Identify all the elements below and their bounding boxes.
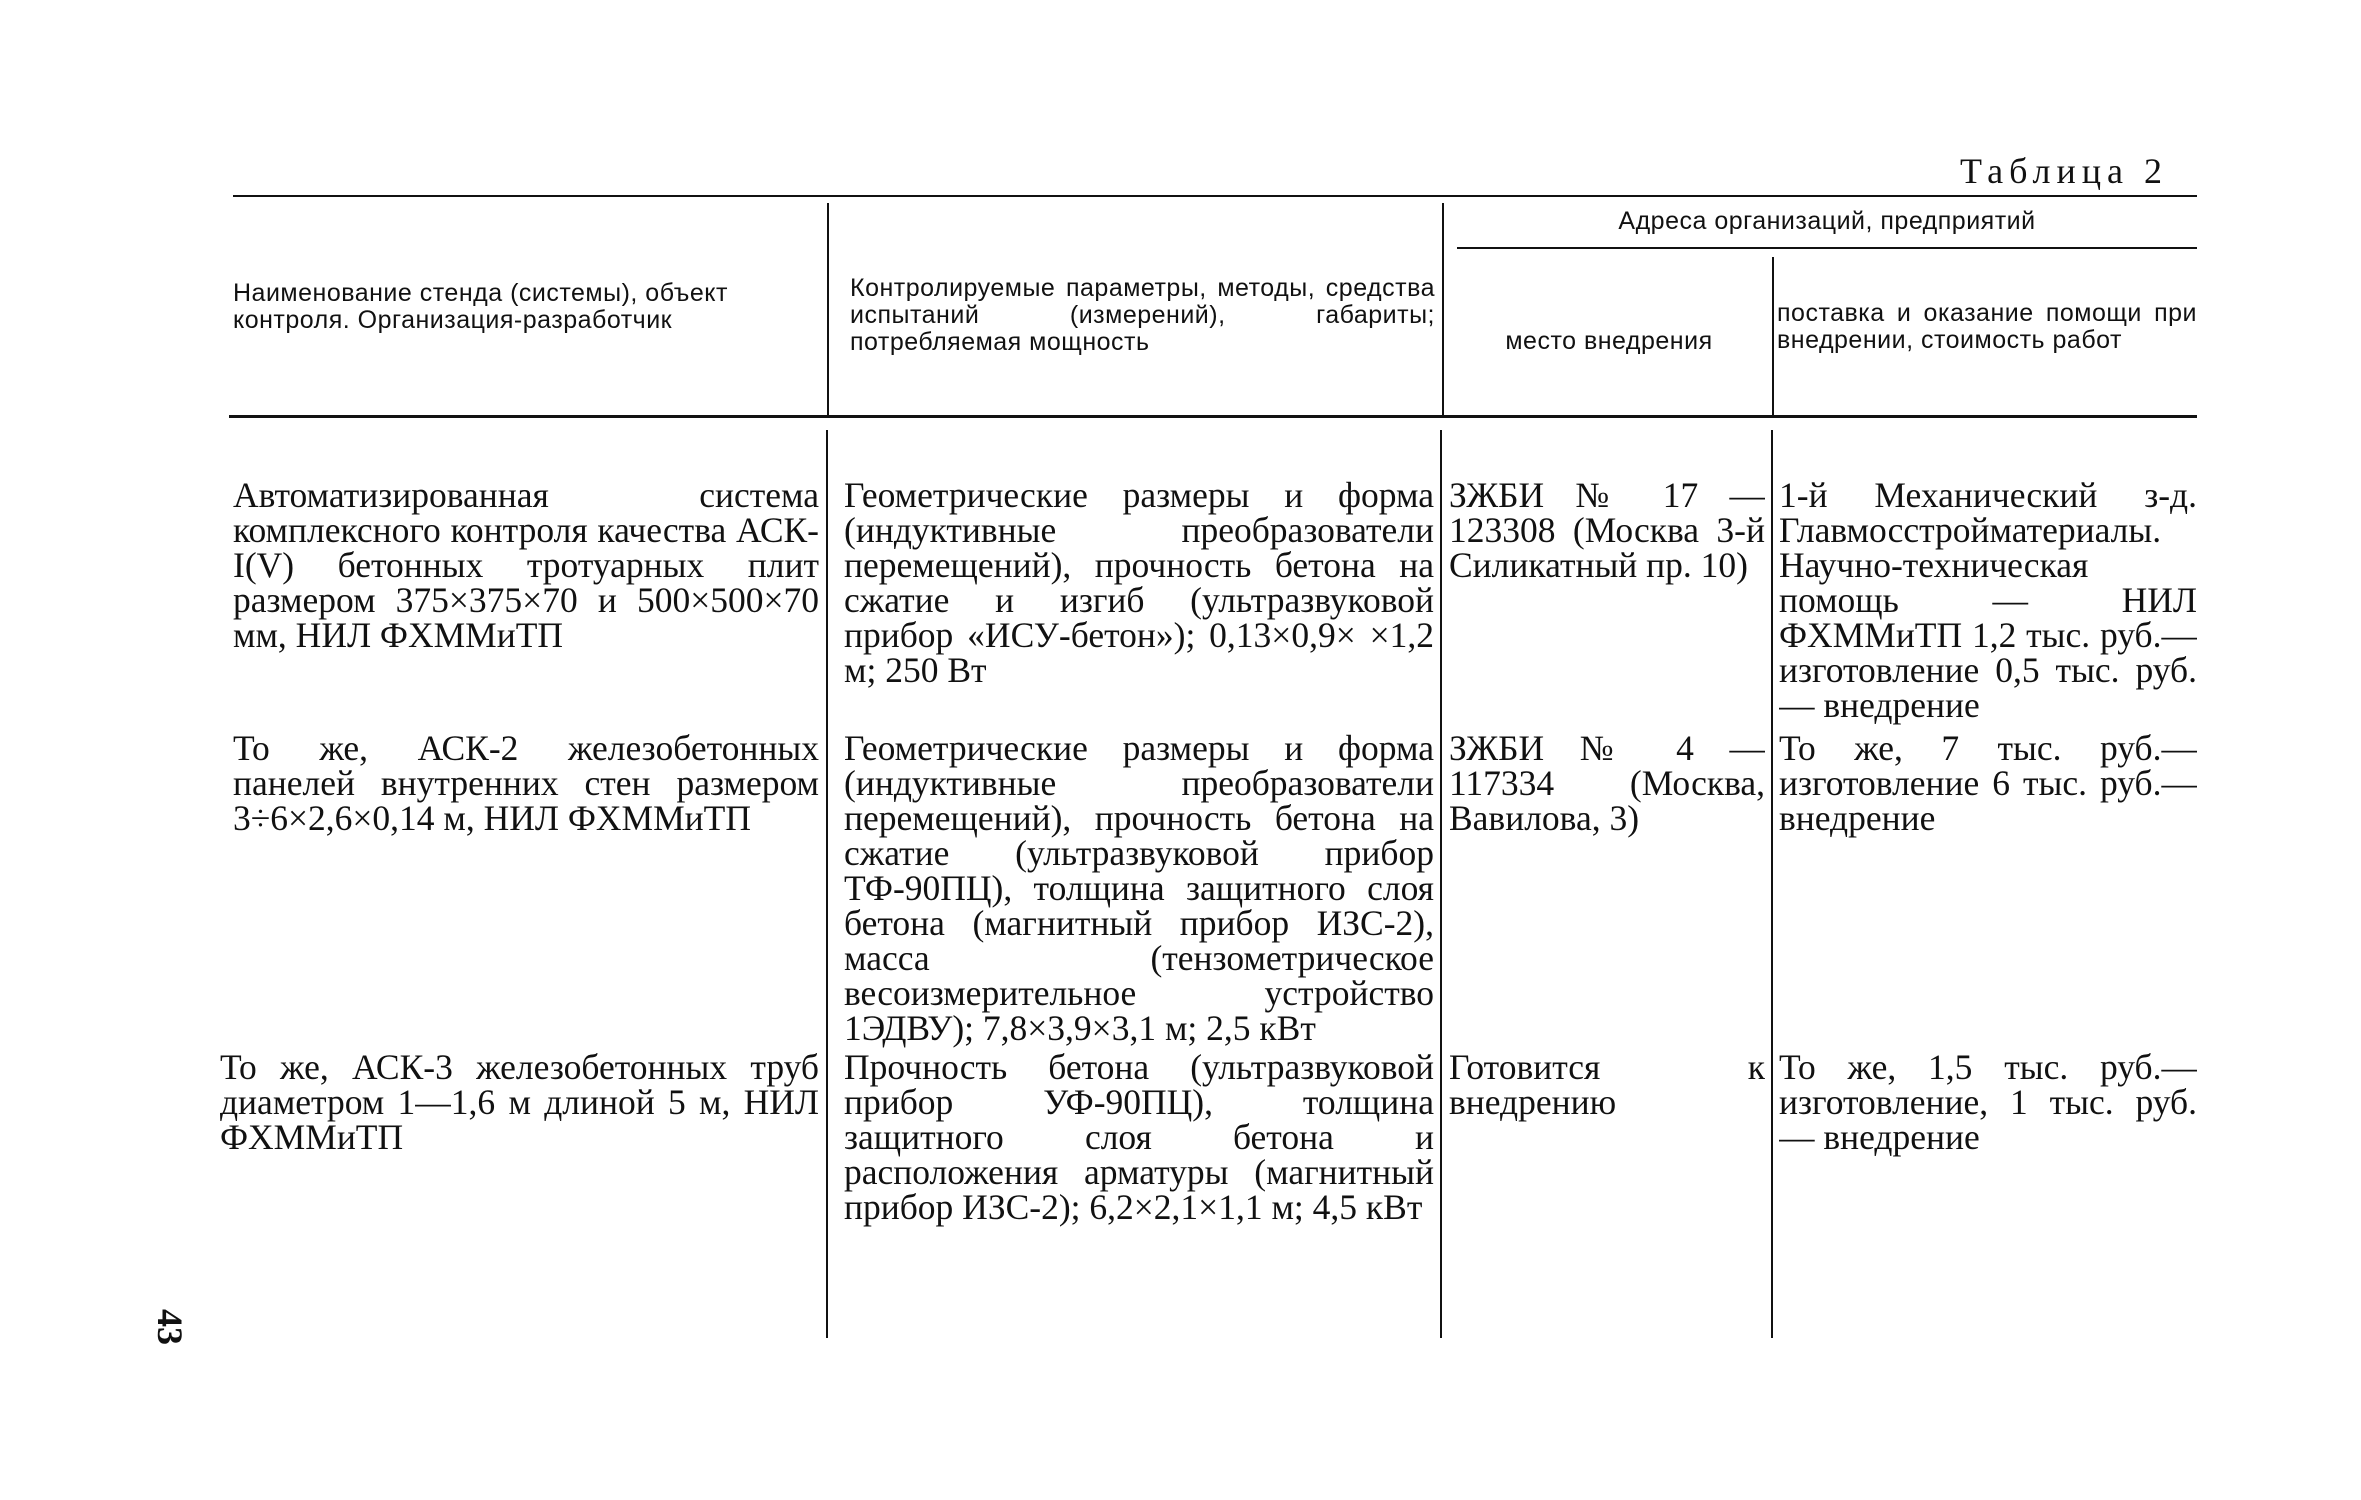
row-2-implementation-place: ЗЖБИ № 4 — 117334 (Москва, Вавилова, 3) <box>1449 731 1765 838</box>
row-3-supply: То же, 1,5 тыс. руб.— изготовление, 1 тыс. руб. — внедрение <box>1779 1050 2197 1157</box>
header-addresses-group: Адреса организаций, предприятий <box>1618 207 2036 235</box>
header-bottom-rule <box>229 415 2197 418</box>
row-2-parameters: Геометрические размеры и форма (индуктивные преобразователи перемещений), прочность бетона на сжатие (ультразвуковой прибор ТФ-90ПЦ), толщина защитного слоя бетона (магнитный прибор ИЗС-2), масса (тензометрическое весоизмерительное устройство 1ЭДВУ); 7,8×3,9×3,1 м; 2,5 кВт <box>844 731 1434 1048</box>
row-1-parameters: Геометрические размеры и форма (индуктивные преобразователи перемещений), прочность бетона на сжатие и изгиб (ультразвуковой прибор «ИСУ-бетон»); 0,13×0,9× ×1,2 м; 250 Вт <box>844 478 1434 690</box>
table-caption: Таблица 2 <box>1960 151 2168 191</box>
body-divider-3 <box>1771 430 1773 1338</box>
page-number: 43 <box>150 1309 190 1345</box>
row-3-name: То же, АСК-3 железобетонных труб диаметром 1—1,6 м длиной 5 м, НИЛ ФХММиТП <box>220 1050 819 1157</box>
row-2-supply: То же, 7 тыс. руб.— изготовление 6 тыс. руб.— внедрение <box>1779 731 2197 838</box>
header-parameters-column: Контролируемые параметры, методы, средства испытаний (измерений), габариты; потребляемая мощность <box>850 274 1435 356</box>
body-divider-2 <box>1440 430 1442 1338</box>
row-2-name: То же, АСК-2 железобетонных панелей внутренних стен размером 3÷6×2,6×0,14 м, НИЛ ФХММиТП <box>233 731 819 838</box>
row-3-parameters: Прочность бетона (ультразвуковой прибор УФ-90ПЦ), толщина защитного слоя бетона и расположения арматуры (магнитный прибор ИЗС-2); 6,2×2,1×1,1 м; 4,5 кВт <box>844 1050 1434 1227</box>
group-header-rule <box>1457 247 2197 249</box>
header-divider-3 <box>1772 257 1774 415</box>
body-divider-1 <box>826 430 828 1338</box>
row-1-supply: 1-й Механический з-д. Главмосстройматериалы. Научно-техническая помощь — НИЛ ФХММиТП 1,2 тыс. руб.— изготовление 0,5 тыс. руб. — внедрение <box>1779 478 2197 725</box>
row-1-implementation-place: ЗЖБИ № 17 — 123308 (Москва 3-й Силикатный пр. 10) <box>1449 478 1765 585</box>
header-divider-2 <box>1442 203 1444 415</box>
header-supply-column: поставка и оказание помощи при внедрении, стоимость работ <box>1777 299 2197 354</box>
row-1-name: Автоматизированная система комплексного контроля качества АСК-I(V) бетонных тротуарных плит размером 375×375×70 и 500×500×70 мм, НИЛ ФХММиТП <box>233 478 819 655</box>
row-3-implementation-place: Готовится к внедрению <box>1449 1050 1765 1122</box>
header-divider-1 <box>827 203 829 415</box>
header-name-column: Наименование стенда (системы), объект контроля. Организация-разработчик <box>233 279 728 334</box>
header-implementation-place-column: место внедрения <box>1505 327 1713 355</box>
table-top-rule <box>233 195 2197 197</box>
